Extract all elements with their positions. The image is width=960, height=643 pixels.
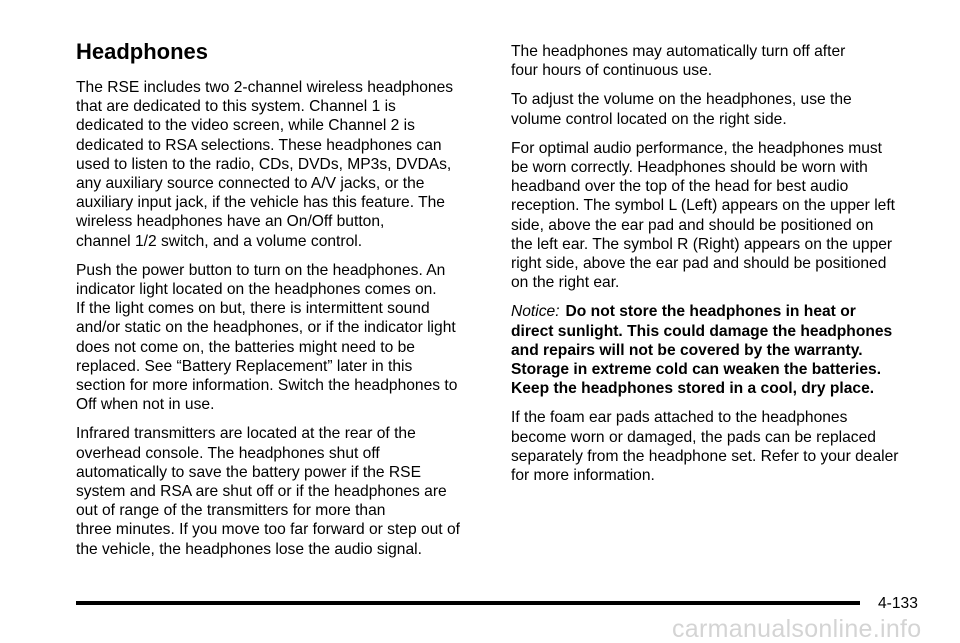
paragraph-ear-pads: If the foam ear pads attached to the headphones become worn or damaged, the pads can be replaced separately from the headphone set. Refer to your dealer for more information. (511, 409, 899, 485)
page-number: 4-133 (878, 595, 918, 612)
watermark: carmanualsonline.info (672, 615, 922, 643)
paragraph-auto-off: The headphones may automatically turn off after four hours of continuous use. (511, 43, 846, 80)
right-column (511, 42, 923, 495)
paragraph-rse-overview: The RSE includes two 2-channel wireless headphones that are dedicated to this system. Channel 1 is dedicated to the video screen, while Channel 2 is dedicated to RSA selections. These headphones can used to listen to the radio, CDs, DVDs, MP3s, DVDAs, any auxiliary source connected to A/V jacks, or the auxiliary input jack, if the vehicle has this feature. The wireless headphones have an On/Off button, channel 1/2 switch, and a volume control. (76, 79, 454, 250)
paragraph-power-button: Push the power button to turn on the headphones. An indicator light located on the headphones comes on. If the light comes on but, there is intermittent sound and/or static on the headphones, or if the indicator light does not come on, the batteries might need to be replaced. See “Battery Replacement” later in this section for more information. Switch the headphones to Off when not in use. (76, 261, 458, 414)
paragraph-volume: To adjust the volume on the headphones, use the volume control located on the right side. (511, 91, 852, 128)
notice-label: Notice: (511, 303, 560, 321)
notice-text: Do not store the headphones in heat or direct sunlight. This could damage the headphones and repairs will not be covered by the warranty. Storage in extreme cold can weaken the batteries. Keep the headphones stored in a cool, dry place. (511, 303, 893, 398)
paragraph-wearing: For optimal audio performance, the headphones must be worn correctly. Headphones should be worn with headband over the top of the head for best audio reception. The symbol L (Left) appears on the upper left side, above the ear pad and should be positioned on the left ear. The symbol R (Right) appears on the upper right side, above the ear pad and should be positioned on the right ear. (511, 139, 896, 292)
footer-rule (76, 601, 860, 605)
paragraph-infrared-transmitters: Infrared transmitters are located at the rear of the overhead console. The headphones shut off automatically to save the battery power if the RSE system and RSA are shut off or if the headphones are out of range of the transmitters for more than three minutes. If you move too far forward or step out of the vehicle, the headphones lose the audio signal. (76, 425, 460, 558)
section-heading: Headphones (76, 39, 209, 64)
notice-block (511, 302, 923, 398)
left-column (76, 38, 484, 569)
